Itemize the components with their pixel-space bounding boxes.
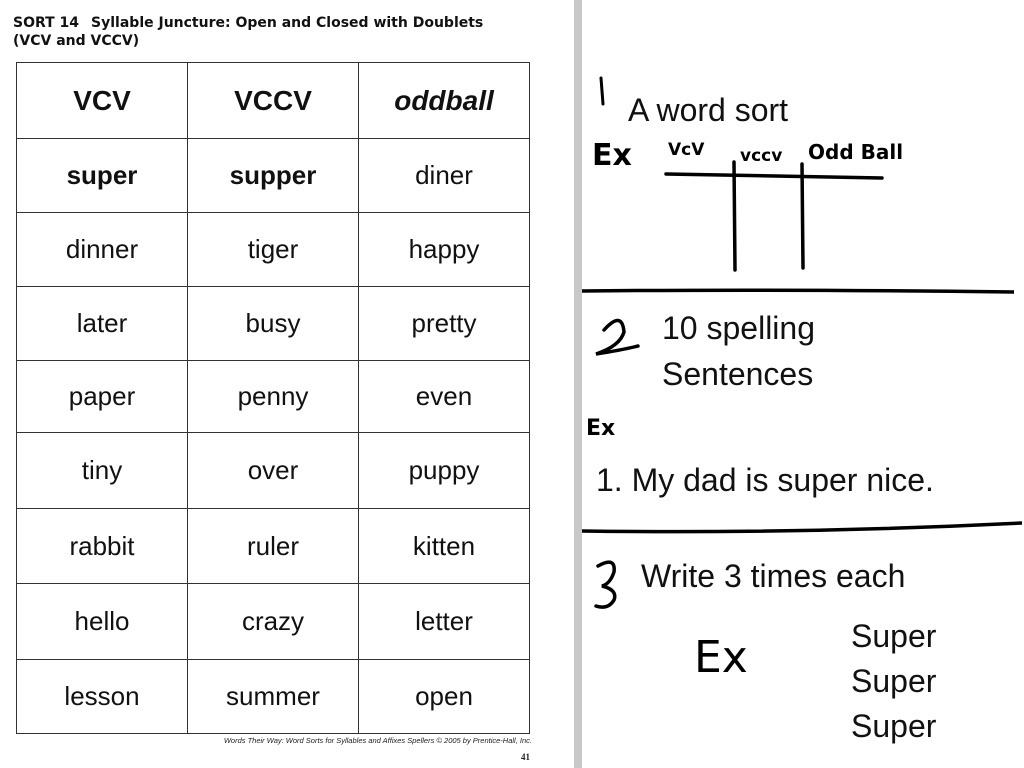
- item2-line2: Sentences: [662, 356, 814, 392]
- sort-title-main: Syllable Juncture: Open and Closed with Doublets: [91, 15, 484, 31]
- table-cell: over: [188, 433, 359, 509]
- table-row: [17, 213, 530, 287]
- item3-ex-label: Ex: [694, 632, 748, 683]
- table-row: [17, 584, 530, 660]
- item1-ex-label: Ex: [592, 138, 632, 173]
- table-cell: dinner: [17, 213, 188, 287]
- table-cell: open: [359, 660, 530, 734]
- item2-example-sentence: 1. My dad is super nice.: [596, 462, 934, 498]
- item1-header-oddball: Odd Ball: [808, 140, 904, 164]
- header-oddball: oddball: [359, 63, 530, 139]
- page-number: 41: [521, 752, 530, 762]
- item2-ex-label: Ex: [586, 416, 616, 441]
- word-sort-table: [16, 62, 530, 734]
- table-row: [17, 509, 530, 584]
- item3-text: Write 3 times each: [641, 558, 906, 594]
- table-cell: ruler: [188, 509, 359, 584]
- page-divider: [574, 0, 582, 768]
- table-row: [17, 433, 530, 509]
- table-row: [17, 139, 530, 213]
- item3-word: Super: [851, 663, 937, 699]
- table-row: [17, 361, 530, 433]
- table-row: [17, 660, 530, 734]
- table-cell: even: [359, 361, 530, 433]
- item2-line1: 10 spelling: [662, 310, 815, 346]
- table-cell: rabbit: [17, 509, 188, 584]
- table-cell: tiny: [17, 433, 188, 509]
- table-cell: hello: [17, 584, 188, 660]
- table-cell: tiger: [188, 213, 359, 287]
- table-row: [17, 287, 530, 361]
- item1-text: A word sort: [628, 92, 789, 128]
- item1-header-vcv: VcV: [668, 140, 705, 160]
- worksheet-title: [13, 14, 533, 50]
- header-vccv: VCCV: [188, 63, 359, 139]
- header-vcv: VCV: [17, 63, 188, 139]
- whiteboard-area[interactable]: [582, 0, 1024, 768]
- sort-subtitle: (VCV and VCCV): [13, 33, 140, 49]
- table-cell: happy: [359, 213, 530, 287]
- table-cell: crazy: [188, 584, 359, 660]
- table-cell: busy: [188, 287, 359, 361]
- table-cell: paper: [17, 361, 188, 433]
- table-cell: later: [17, 287, 188, 361]
- sort-number: SORT 14: [13, 15, 80, 31]
- item1-header-vccv: vccv: [740, 146, 783, 166]
- table-cell: supper: [188, 139, 359, 213]
- table-cell: puppy: [359, 433, 530, 509]
- item3-word: Super: [851, 708, 937, 744]
- table-cell: super: [17, 139, 188, 213]
- table-cell: letter: [359, 584, 530, 660]
- table-cell: lesson: [17, 660, 188, 734]
- item3-word: Super: [851, 618, 937, 654]
- table-cell: diner: [359, 139, 530, 213]
- table-cell: pretty: [359, 287, 530, 361]
- table-header-row: [17, 63, 530, 139]
- copyright-credit: Words Their Way: Word Sorts for Syllables and Affixes Spellers © 2005 by Prentice-Hall, Inc.: [223, 736, 532, 745]
- table-cell: summer: [188, 660, 359, 734]
- table-cell: penny: [188, 361, 359, 433]
- table-cell: kitten: [359, 509, 530, 584]
